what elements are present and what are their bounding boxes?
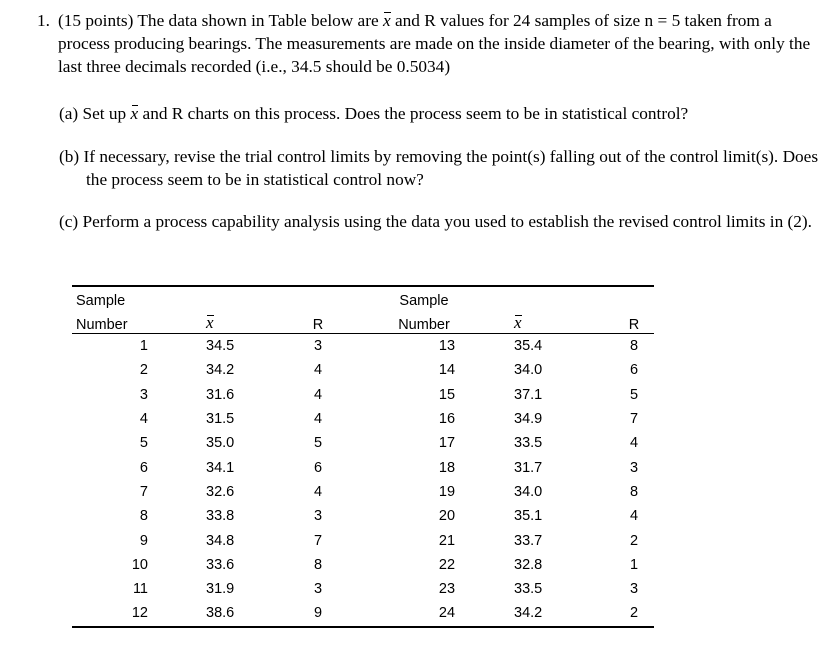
xbar-cell: 35.1 [514, 508, 543, 525]
range-cell: 8 [629, 483, 639, 500]
header-sample-2: Sample [346, 286, 502, 309]
range-cell: 2 [614, 601, 654, 626]
part-a-label: (a) [59, 104, 79, 123]
sample-number-cell: 17 [438, 435, 456, 452]
xbar-cell: 32.8 [514, 556, 543, 573]
table-row [72, 358, 654, 382]
header-xbar: x [206, 313, 214, 332]
table-row [72, 504, 654, 528]
range-cell: 6 [629, 362, 639, 379]
sample-number-cell: 14 [438, 362, 456, 379]
xbar-cell: 34.1 [206, 459, 235, 476]
table-row [72, 480, 654, 504]
sample-number-cell: 8 [139, 508, 148, 525]
xbar-cell: 34.0 [514, 362, 543, 379]
sample-number-cell: 2 [139, 362, 148, 379]
xbar-cell: 31.9 [206, 581, 235, 598]
sample-number-cell: 10 [131, 556, 148, 573]
part-c-text: Perform a process capability analysis using the data you used to establish the revised control limits in (2). [82, 212, 813, 231]
xbar-cell: 33.5 [514, 435, 543, 452]
sample-number-cell: 4 [139, 411, 148, 428]
sample-number-cell: 19 [438, 483, 456, 500]
part-a: (a) Set up x and R charts on this process. Does the process seem to be in statistical control? [59, 104, 689, 123]
xbar-cell: 33.5 [514, 581, 543, 598]
header-number: Number [72, 309, 166, 334]
sample-number-cell: 9 [139, 532, 148, 549]
range-cell: 8 [313, 556, 323, 573]
xbar-cell: 34.2 [502, 601, 614, 626]
question-number: 1. [37, 11, 50, 30]
xbar-cell: 35.0 [206, 435, 235, 452]
sample-number-cell: 12 [72, 601, 166, 626]
xbar-symbol: x [382, 11, 391, 30]
sample-number-cell: 11 [132, 581, 148, 598]
xbar-cell: 34.9 [514, 411, 543, 428]
part-b-text: If necessary, revise the trial control limits by removing the point(s) falling out of the control limit(s). Does the process seem to be in statistical control now? [83, 147, 819, 189]
table-row [72, 601, 654, 626]
sample-number-cell: 6 [139, 459, 148, 476]
range-cell: 9 [290, 601, 346, 626]
table-row [72, 577, 654, 601]
table-row [72, 407, 654, 431]
range-cell: 3 [313, 508, 323, 525]
table-row [72, 431, 654, 455]
range-cell: 3 [313, 338, 323, 355]
xbar-cell: 33.7 [514, 532, 543, 549]
xbar-cell: 33.6 [206, 556, 235, 573]
xbar-cell: 33.8 [206, 508, 235, 525]
samples-table [72, 285, 654, 628]
part-b-label: (b) [59, 147, 80, 166]
range-cell: 7 [629, 411, 639, 428]
xbar-cell: 32.6 [206, 483, 235, 500]
part-c-label: (c) [59, 212, 79, 231]
table-row [72, 334, 654, 359]
range-cell: 3 [313, 581, 323, 598]
header-number-2: Number [346, 309, 502, 334]
sample-number-cell: 23 [438, 581, 456, 598]
range-cell: 4 [629, 508, 639, 525]
sample-number-cell: 5 [139, 435, 148, 452]
table-row [72, 455, 654, 479]
xbar-cell: 31.7 [514, 459, 543, 476]
sample-number-cell: 21 [438, 532, 456, 549]
table-row [72, 528, 654, 552]
question-intro [37, 9, 817, 78]
range-cell: 2 [629, 532, 639, 549]
range-cell: 4 [629, 435, 639, 452]
xbar-cell: 38.6 [166, 601, 290, 626]
sample-number-cell: 16 [438, 411, 456, 428]
range-cell: 4 [313, 386, 323, 403]
table-row [72, 383, 654, 407]
xbar-cell: 34.8 [206, 532, 235, 549]
table-row [72, 553, 654, 577]
range-cell: 5 [629, 386, 639, 403]
header-sample: Sample [72, 286, 166, 309]
xbar-cell: 34.5 [206, 338, 235, 355]
xbar-cell: 34.2 [206, 362, 235, 379]
range-cell: 1 [629, 556, 639, 573]
range-cell: 4 [313, 362, 323, 379]
sample-number-cell: 24 [346, 601, 502, 626]
range-cell: 6 [313, 459, 323, 476]
range-cell: 8 [629, 338, 639, 355]
sample-number-cell: 20 [438, 508, 456, 525]
header-xbar-2: x [514, 313, 522, 332]
header-r: R [290, 309, 346, 334]
sample-number-cell: 1 [139, 338, 148, 355]
xbar-cell: 37.1 [514, 386, 543, 403]
xbar-cell: 34.0 [514, 483, 543, 500]
range-cell: 3 [629, 459, 639, 476]
part-c [59, 210, 827, 233]
range-cell: 7 [313, 532, 323, 549]
range-cell: 5 [313, 435, 323, 452]
sample-number-cell: 22 [438, 556, 456, 573]
part-b [59, 145, 826, 191]
xbar-symbol: x [130, 104, 139, 123]
sample-number-cell: 18 [438, 459, 456, 476]
sample-number-cell: 3 [139, 386, 148, 403]
header-r-2: R [614, 309, 654, 334]
range-cell: 4 [313, 411, 323, 428]
question-intro-text: (15 points) The data shown in Table below are x and R values for 24 samples of size n = 5 taken from a process producing bearings. The measurements are made on the inside diameter of the bearing, with only the last three decimals recorded (i.e., 34.5 should be 0.5034) [58, 11, 811, 76]
range-cell: 3 [629, 581, 639, 598]
range-cell: 4 [313, 483, 323, 500]
xbar-cell: 31.6 [206, 386, 235, 403]
xbar-cell: 31.5 [206, 411, 235, 428]
sample-number-cell: 13 [438, 338, 456, 355]
sample-number-cell: 7 [139, 483, 148, 500]
xbar-cell: 35.4 [514, 338, 543, 355]
sample-number-cell: 15 [438, 386, 456, 403]
